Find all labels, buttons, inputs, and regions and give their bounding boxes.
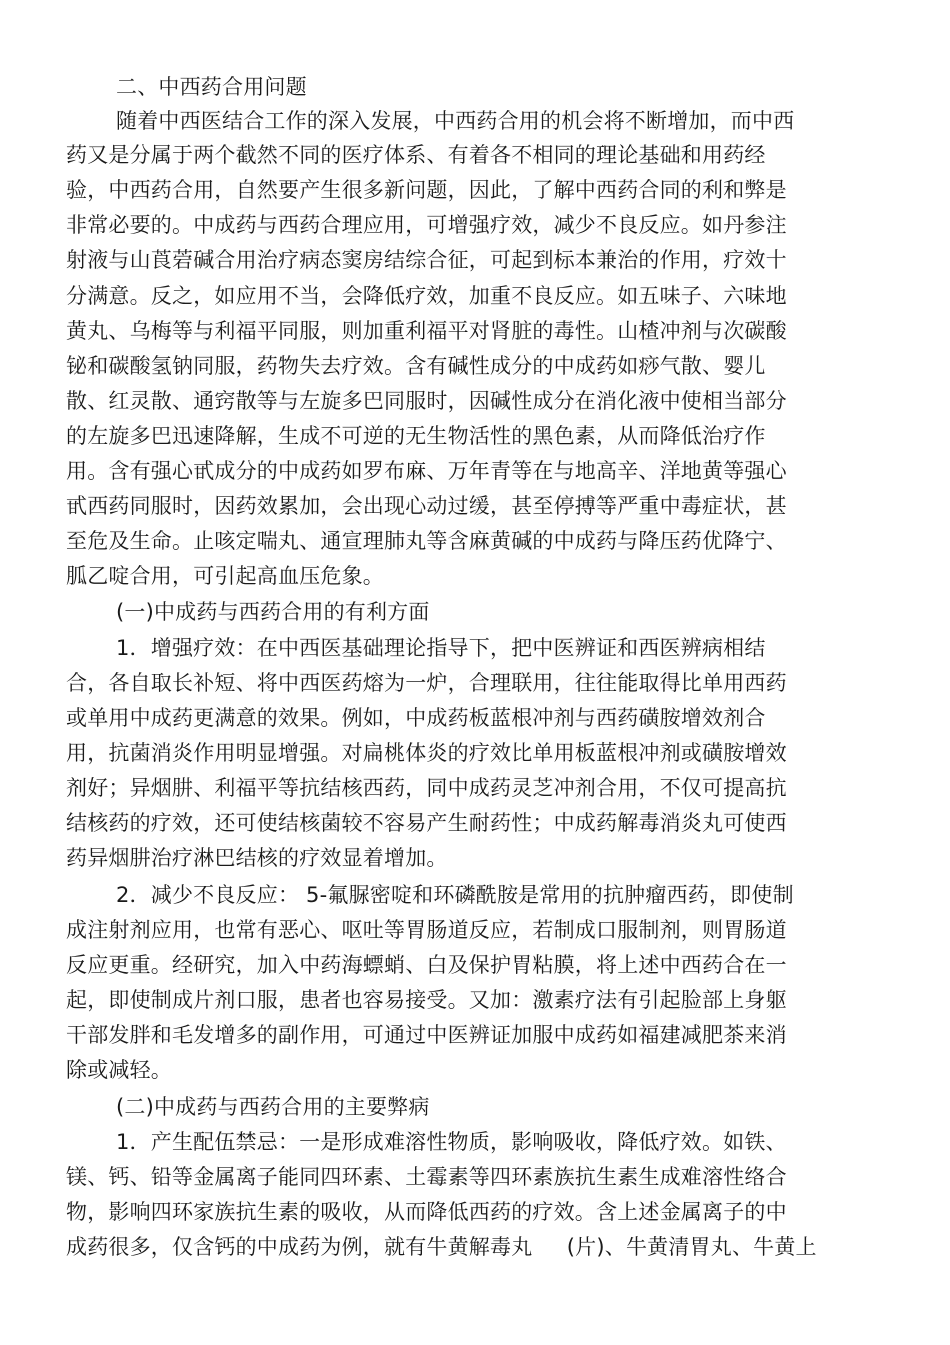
paragraph-line: 剂好；异烟肼、利福平等抗结核西药，同中成药灵芝冲剂合用，不仅可提高抗 — [66, 776, 787, 800]
paragraph-line: 至危及生命。止咳定喘丸、通宣理肺丸等含麻黄碱的中成药与降压药优降宁、 — [66, 529, 787, 553]
section-heading: 二、中西药合用问题 — [116, 75, 307, 99]
subsection-heading: (一)中成药与西药合用的有利方面 — [116, 600, 430, 624]
paragraph-line: 反应更重。经研究，加入中药海螵蛸、白及保护胃粘膜，将上述中西药合在一 — [66, 953, 787, 977]
paragraph-line: 铋和碳酸氢钠同服，药物失去疗效。含有碱性成分的中成药如痧气散、婴儿 — [66, 354, 766, 378]
paragraph-line: 起，即使制成片剂口服，患者也容易接受。又加：激素疗法有引起脸部上身躯 — [66, 988, 787, 1012]
paragraph-line: 非常必要的。中成药与西药合理应用，可增强疗效，减少不良反应。如丹参注 — [66, 213, 787, 237]
paragraph-line: 镁、钙、铅等金属离子能同四环素、土霉素等四环素族抗生素生成难溶性络合 — [66, 1165, 787, 1189]
paragraph-line: 黄丸、乌梅等与利福平同服，则加重利福平对肾脏的毒性。山楂冲剂与次碳酸 — [66, 319, 787, 343]
paragraph-line: 用，抗菌消炎作用明显增强。对扁桃体炎的疗效比单用板蓝根冲剂或磺胺增效 — [66, 741, 787, 765]
paragraph-line: 或单用中成药更满意的效果。例如，中成药板蓝根冲剂与西药磺胺增效剂合 — [66, 706, 766, 730]
paragraph-line: 随着中西医结合工作的深入发展，中西药合用的机会将不断增加，而中西 — [116, 109, 795, 133]
paragraph-line: 合，各自取长补短、将中西医药熔为一炉，合理联用，往往能取得比单用西药 — [66, 671, 787, 695]
paragraph-line: 2．减少不良反应： 5-氟脲密啶和环磷酰胺是常用的抗肿瘤西药，即使制 — [116, 883, 794, 907]
paragraph-line: 药异烟肼治疗淋巴结核的疗效显着增加。 — [66, 846, 448, 870]
paragraph-line: 甙西药同服时，因药效累加，会出现心动过缓，甚至停搏等严重中毒症状，甚 — [66, 494, 787, 518]
paragraph-line: 射液与山莨菪碱合用治疗病态窦房结综合征，可起到标本兼治的作用，疗效十 — [66, 248, 787, 272]
paragraph-line: 结核药的疗效，还可使结核菌较不容易产生耐药性；中成药解毒消炎丸可使西 — [66, 811, 787, 835]
paragraph-line: 1．产生配伍禁忌：一是形成难溶性物质，影响吸收，降低疗效。如铁、 — [116, 1130, 787, 1154]
paragraph-line: 物，影响四环家族抗生素的吸收，从而降低西药的疗效。含上述金属离子的中 — [66, 1200, 787, 1224]
paragraph-line: 1．增强疗效：在中西医基础理论指导下，把中医辨证和西医辨病相结 — [116, 636, 766, 660]
paragraph-line: 药又是分属于两个截然不同的医疗体系、有着各不相同的理论基础和用药经 — [66, 143, 766, 167]
paragraph-line: 胍乙啶合用，可引起高血压危象。 — [66, 564, 384, 588]
paragraph-line: 散、红灵散、通窍散等与左旋多巴同服时，因碱性成分在消化液中使相当部分 — [66, 389, 787, 413]
paragraph-line: 成药很多，仅含钙的中成药为例，就有牛黄解毒丸 (片)、牛黄清胃丸、牛黄上 — [66, 1235, 817, 1259]
paragraph-line: 验，中西药合用，自然要产生很多新问题，因此，了解中西药合同的利和弊是 — [66, 178, 787, 202]
paragraph-line: 分满意。反之，如应用不当，会降低疗效，加重不良反应。如五味子、六味地 — [66, 284, 787, 308]
subsection-heading: (二)中成药与西药合用的主要弊病 — [116, 1095, 430, 1119]
paragraph-line: 成注射剂应用，也常有恶心、呕吐等胃肠道反应，若制成口服制剂，则胃肠道 — [66, 918, 787, 942]
paragraph-line: 用。含有强心甙成分的中成药如罗布麻、万年青等在与地高辛、洋地黄等强心 — [66, 459, 787, 483]
paragraph-line: 的左旋多巴迅速降解，生成不可逆的无生物活性的黑色素，从而降低治疗作 — [66, 424, 766, 448]
paragraph-line: 干部发胖和毛发增多的副作用，可通过中医辨证加服中成药如福建减肥茶来消 — [66, 1023, 787, 1047]
paragraph-line: 除或减轻。 — [66, 1058, 172, 1082]
